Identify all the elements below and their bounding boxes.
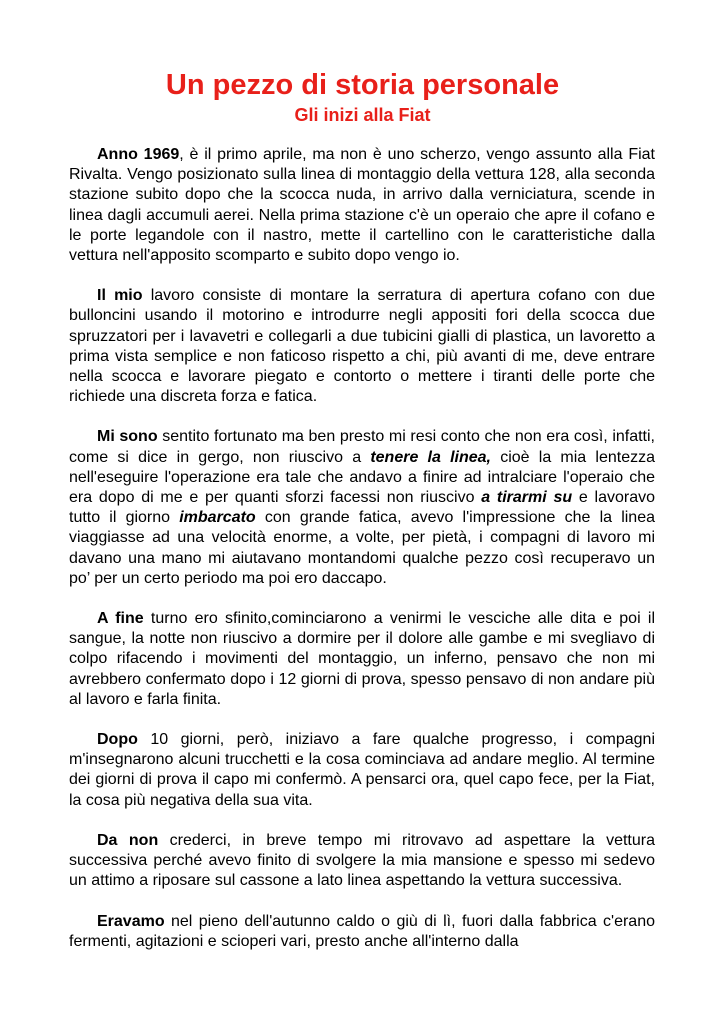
paragraph-text: sentito fortunato ma ben presto mi resi conto che non era così, infatti, come si dice in gergo, non riuscivo a [69,428,655,466]
paragraph-text: cioè la mia lentezza nell'eseguire l'operazione era tale che andavo a finire ad intralciare l'operaio che era dopo di me e per quanti sforzi facessi non riuscivo [69,448,655,507]
emphasis-a-tirarmi-su: a tirarmi su [481,489,573,507]
paragraph-text: turno ero sfinito,cominciarono a venirmi le vesciche alle dita e poi il sangue, la notte non riuscivo a dormire per il dolore alle gambe e mi svegliavo di colpo rifacendo i movimenti del montaggio, un inferno, pensavo che non mi avrebbero confermato dopo i 12 giorni di prova, spesso pensavo di non andare più al lavoro e farla finita. [69,610,655,708]
emphasis-tenere-la-linea: tenere la linea, [370,448,491,466]
paragraph-dopo [69,730,655,811]
paragraph-mi-sono [69,427,655,589]
page-subtitle: Gli inizi alla Fiat [294,105,431,125]
paragraph-text: nel pieno dell'autunno caldo o giù di lì, fuori dalla fabbrica c'erano fermenti, agitazioni e scioperi vari, presto anche all'interno dalla [69,912,655,950]
paragraph-lead: Mi sono [97,428,158,446]
paragraph-text: con grande fatica, avevo l'impressione che la linea viaggiasse ad una velocità enorme, a volte, per pietà, i compagni di lavoro mi davano una mano mi aiutavano montandomi qualche pezzo così recuperavo un po’ per un certo periodo ma poi ero daccapo. [69,509,655,587]
paragraph-text: crederci, in breve tempo mi ritrovavo ad aspettare la vettura successiva perché avevo finito di svolgere la mia mansione e spesso mi sedevo un attimo a riposare sul cassone a lato linea aspettando la vettura successiva. [69,831,656,890]
paragraph-da-non [69,831,655,892]
page-title: Un pezzo di storia personale [165,69,560,101]
paragraph-lead: Il mio [97,287,143,305]
paragraph-lead: Eravamo [97,912,165,930]
document-body [69,145,655,972]
paragraph-lead: Anno 1969 [97,146,180,163]
paragraph-a-fine [69,609,655,710]
paragraph-text: e lavoravo tutto il giorno [69,489,656,527]
paragraph-anno-1969 [69,145,655,266]
paragraph-text: 10 giorni, però, iniziavo a fare qualche progresso, i compagni m'insegnarono alcuni trucchetti e la cosa cominciava ad andare meglio. Al termine dei giorni di prova il capo mi confermò. A pensarci ora, quel capo fece, per la Fiat, la cosa più negativa della sua vita. [69,731,655,809]
paragraph-eravamo [69,912,655,952]
paragraph-il-mio [69,286,655,407]
paragraph-lead: Dopo [97,731,138,749]
paragraph-text: lavoro consiste di montare la serratura di apertura cofano con due bulloncini usando il motorino e introdurre negli appositi fori della scocca due spruzzatori per i lavavetri e collegarli a due tubicini gialli di plastica, un lavoretto a prima vista semplice e non faticoso rispetto a chi, più avanti di me, deve entrare nella scocca e lavorare piegato e contorto o mettere i tiranti delle porte che richiede una discreta forza e fatica. [69,287,656,406]
paragraph-lead: Da non [97,831,159,849]
paragraph-lead: A fine [97,610,144,628]
paragraph-text: , è il primo aprile, ma non è uno scherzo, vengo assunto alla Fiat Rivalta. Vengo posizionato sulla linea di montaggio della vettura 128, alla seconda stazione subito dopo che la scocca nuda, in arrivo dalla verniciatura, scende in linea dagli accumuli aerei. Nella prima stazione c'è un operaio che apre il cofano e le porte legandole con il nastro, mette il cartellino con le caratteristiche dalla vettura nell'apposito scomparto e subito dopo vengo io. [69,146,655,265]
emphasis-imbarcato: imbarcato [179,509,256,527]
